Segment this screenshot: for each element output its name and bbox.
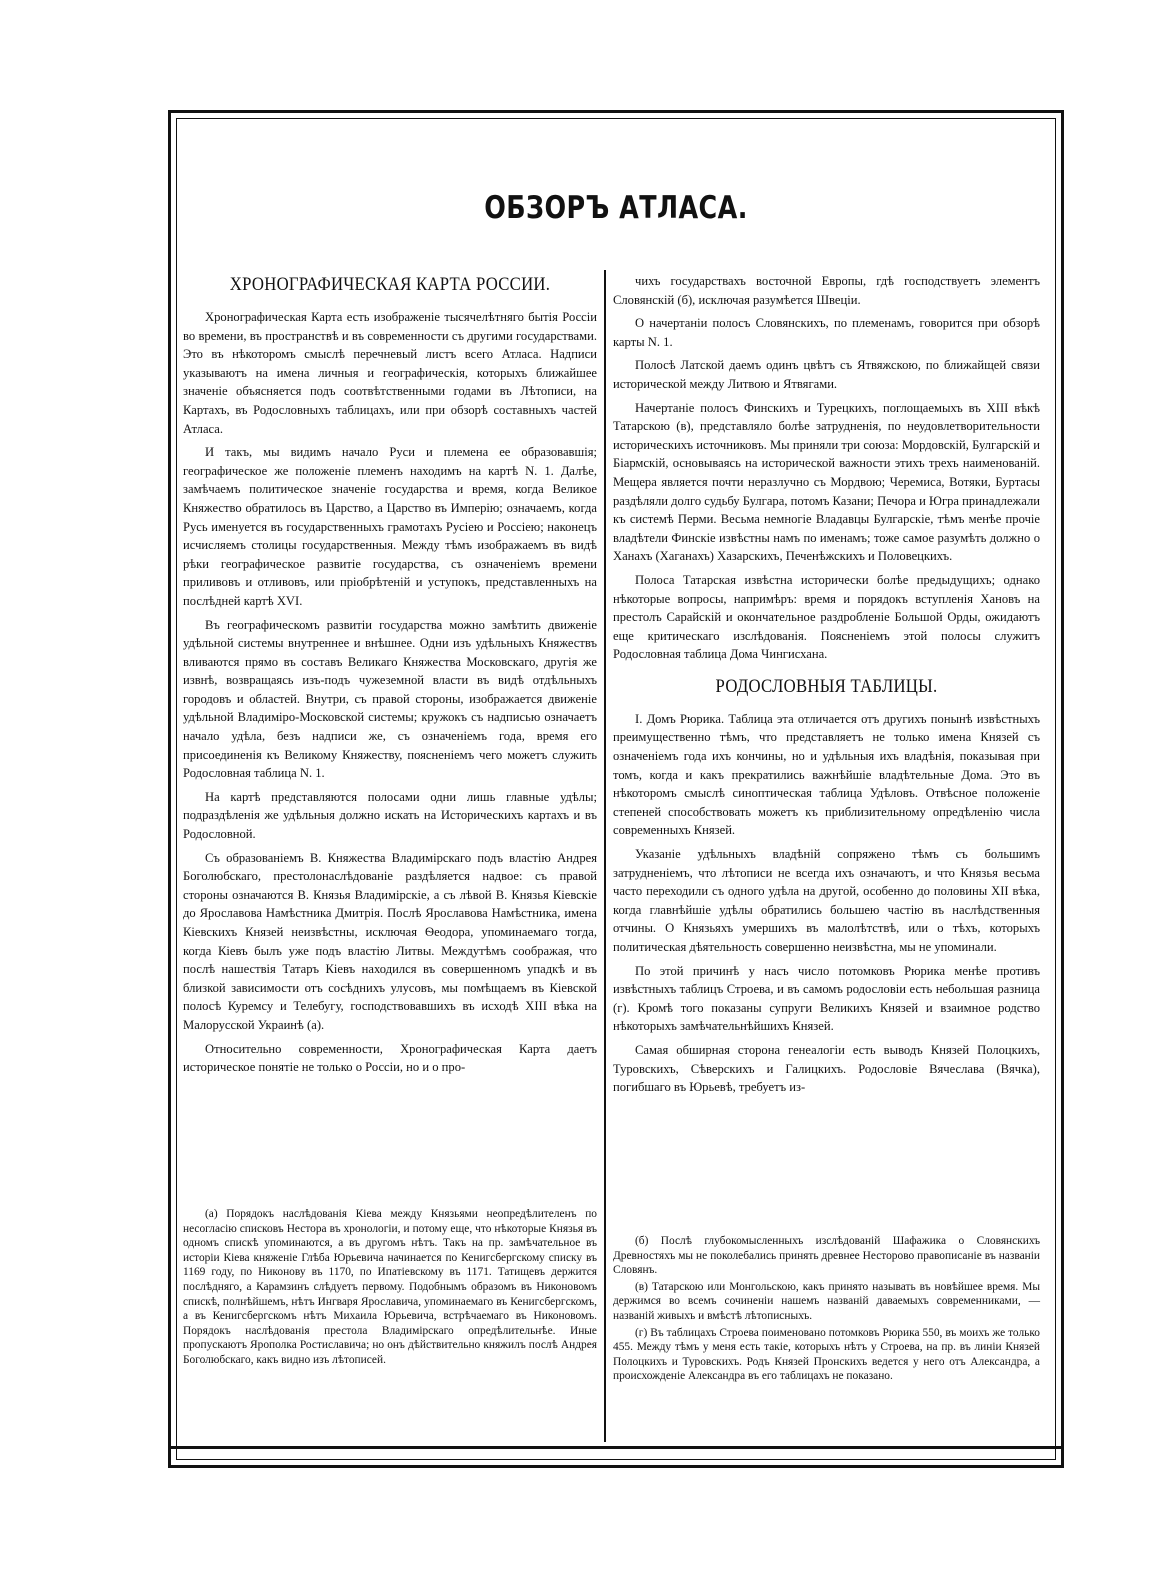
paragraph: чихъ государствахъ восточной Европы, гдѣ господствуетъ элементъ Словянскiй (б), исключая разумѣется Швецiи.	[613, 274, 1040, 307]
footnote: (б) Послѣ глубокомысленныхъ изслѣдованiй Шафажика о Словянскихъ Древностяхъ мы не поколебались принять древнее Несторово правописанiе въ названiи Словянъ.	[613, 1235, 1040, 1277]
page-title: ОБЗОРЪ АТЛАСА.	[484, 190, 748, 226]
right-column-heading: РОДОСЛОВНЫЯ ТАБЛИЦЫ.	[715, 675, 938, 697]
bottom-rule	[168, 1446, 1064, 1449]
footnote: (г) Въ таблицахъ Строева поименовано потомковъ Рюрика 550, въ моихъ же только 455. Между тѣмъ у меня есть такiе, которыхъ нѣтъ у Строева, на пр. въ линiи Князей Полоцкихъ и Туровскихъ. Родъ Князей Пронскихъ ведется у него отъ Александра, а происхожденiе Александра въ его таблицахъ не показано.	[613, 1326, 1040, 1383]
paragraph: Въ географическомъ развитiи государства можно замѣтить движенiе удѣльной системы внутреннее и внѣшнее. Одни изъ удѣльныхъ Княжествъ вливаются прямо въ составъ Великаго Княжества Московскаго, другiя же извнѣ, возвращаясь изъ-подъ чужеземной власти въ видѣ отдѣльныхъ городовъ и областей. Внутри, съ правой стороны, изображается движенiе удѣльной Владимiро-Московской системы; кружокъ съ надписью означаетъ начало удѣла, безъ надписи же, съ означенiемъ года, время его присоединенiя къ Великому Княжеству, поясненiемъ чего можетъ служить Родословная таблица N. 1.	[183, 617, 597, 781]
paragraph: По этой причинѣ у насъ число потомковъ Рюрика менѣе противъ извѣстныхъ таблицъ Строева, и въ самомъ родословiи есть небольшая разница (г). Кромѣ того показаны супруги Великихъ Князей и взаимное родство нѣкоторыхъ замѣчательнѣйшихъ Князей.	[613, 963, 1040, 1034]
left-column	[183, 272, 597, 1077]
right-footnotes	[613, 1234, 1040, 1386]
paragraph: Полосѣ Латской даемъ одинъ цвѣтъ съ Ятвяжскою, по ближайщей связи исторической между Литвою и Ятвягами.	[613, 358, 1040, 391]
right-column	[613, 272, 1040, 1097]
paragraph: Относительно современности, Хронографическая Карта даетъ историческое понятiе не только о Россiи, но и о про-	[183, 1041, 597, 1075]
paragraph: И такъ, мы видимъ начало Руси и племена ее образовавшiя; географическое же положенiе племенъ находимъ на картѣ N. 1. Далѣе, замѣчаемъ политическое значенiе государства и время, когда Великое Княжество обратилось въ Царство, а Царство въ Имперiю; означаемъ, когда Русь именуется въ государственныхъ грамотахъ Русiею и Россiею; наконецъ исчисляемъ столицы государственныя. Между тѣмъ изображаемъ въ видѣ рѣки географическое развитiе государства, съ означенiемъ времени приливовъ и отливовъ, или прiобрѣтенiй и уступокъ, представленныхъ на послѣдней картѣ XVI.	[183, 445, 597, 608]
paragraph: Полоса Татарская извѣстна исторически болѣе предыдущихъ; однако нѣкоторые вопросы, напримѣръ: время и порядокъ вступленiя Хановъ на престолъ Сарайскiй и окончательное раздробленiе Большой Орды, ожидаютъ еще критическаго изслѣдованiя. Поясненiемъ этой полосы служитъ Родословная таблица Дома Чингисхана.	[613, 572, 1040, 662]
left-column-heading: ХРОНОГРАФИЧЕСКАЯ КАРТА РОССИИ.	[229, 274, 551, 295]
paragraph: Хронографическая Карта есть изображенiе тысячелѣтняго бытiя Россiи во времени, въ пространствѣ и въ современности съ другими государствами. Это въ нѣкоторомъ смыслѣ перечневый листъ всего Атласа. Надписи указываютъ на имена личныя и географическiя, которыхъ ближайшее значенiе объясняется подъ соотвѣтственными годами въ Лѣтописи, на Картахъ, въ Родословныхъ таблицахъ, или при обзорѣ составныхъ частей Атласа.	[183, 310, 597, 436]
paragraph: Указанiе удѣльныхъ владѣнiй сопряжено тѣмъ съ большимъ затрудненiемъ, что лѣтописи не всегда ихъ означаютъ, и что Князья весьма часто переходили съ одного удѣла на другой, особенно до половины XII вѣка, когда главнѣйшiе удѣлы обратились большею частiю въ наслѣдственныя отчины. О Князьяхъ умершихъ въ малолѣтствѣ, или о тѣхъ, которыхъ политическая дѣятельность совершенно неизвѣстна, мы не упоминали.	[613, 847, 1040, 954]
left-footnotes	[183, 1207, 597, 1370]
footnote: (в) Татарскою или Монгольскою, какъ принято называть въ новѣйшее время. Мы держимся во всемъ сочиненiи нашемъ названiй даваемыхъ современниками, — названiй живыхъ и вмѣстѣ лѣтописныхъ.	[613, 1280, 1040, 1322]
paragraph: О начертанiи полосъ Словянскихъ, по племенамъ, говорится при обзорѣ карты N. 1.	[613, 316, 1040, 349]
paragraph: Самая обширная сторона генеалогiи есть выводъ Князей Полоцкихъ, Туровскихъ, Сѣверскихъ и Галицкихъ. Родословiе Вячеслава (Вячка), погибшаго въ Юрьевѣ, требуетъ из-	[613, 1042, 1040, 1095]
paragraph: Начертанiе полосъ Финскихъ и Турецкихъ, поглощаемыхъ въ XIII вѣкѣ Татарскою (в), представляло болѣе затрудненiя, по неудовлетворительности историческихъ источниковъ. Мы приняли три союза: Мордовскiй, Булгарскiй и Бiармскiй, основываясь на исторической важности этихъ трехъ наименованiй. Мещера является почти неразлучно съ Мордвою; Черемиса, Вотяки, Буртасы раздѣляли долго судьбу Булгара, потомъ Казани; Печора и Югра принадлежали къ системѣ Перми. Весьма немногiе Владавцы Булгарскiе, тѣмъ менѣе прочiе владѣтели Финскiе извѣстны намъ по именамъ; тоже самое разумѣть должно о Ханахъ (Хаганахъ) Хазарскихъ, Печенѣжскихъ и Половецкихъ.	[613, 400, 1040, 564]
paragraph: Съ образованiемъ В. Княжества Владимiрскаго подъ властiю Андрея Боголюбскаго, престолонаслѣдованiе раздѣляется надвое: съ правой стороны означаются В. Князья Владимiрскiе, а съ лѣвой В. Князья Кiевскiе до Ярославова Намѣстника Дмитрiя. Послѣ Ярославова Намѣстника, имена Кiевскихъ Князей неизвѣстны, исключая Ѳеодора, упоминаемаго тогда, когда Кiевъ былъ уже подъ властiю Литвы. Междутѣмъ соображая, что послѣ нашествiя Татаръ Кiевъ находился въ совершенномъ упадкѣ и въ близкой зависимости отъ сосѣднихъ улусовъ, мы помѣщаемъ въ Кiевской полосѣ Куремсу и Телебугу, господствовавшихъ въ исходѣ XIII вѣка на Малорусской Украинѣ (а).	[183, 850, 597, 1032]
paragraph: На картѣ представляются полосами одни лишь главные удѣлы; подраздѣленiя же удѣльныя должно искать на Историческихъ картахъ и въ Родословной.	[183, 789, 597, 842]
column-divider	[604, 270, 606, 1442]
footnote: (а) Порядокъ наслѣдованiя Кiева между Князьями неопредѣлителенъ по несогласiю списковъ Нестора въ хронологiи, и потому еще, что нѣкоторые Князья въ одномъ спискѣ упоминаются, а въ другомъ нѣтъ. Такъ на пр. замѣчательное въ исторiи Кiева княженiе Глѣба Юрьевича начинается по Кенигсбергскому списку въ 1169 году, по Никонову въ 1170, по Ипатiевскому въ 1171. Татищевъ держится послѣдняго, а Карамзинъ слѣдуетъ первому. Подобнымъ образомъ въ Никоновомъ спискѣ, полнѣйшемъ, нѣтъ Ингваря Ярославича, упоминаемаго въ Кенигсбергскомъ, а въ Кенигсбергскомъ нѣтъ Михаила Юрьевича, встрѣчаемаго въ Никоновомъ. Порядокъ наслѣдованiя престола Владимiрскаго опредѣлительнѣе. Иные пропускаютъ Ярополка Ростиславича; но онъ дѣйствительно княжилъ послѣ Андрея Боголюбскаго, какъ видно изъ лѣтописей.	[183, 1208, 597, 1366]
paragraph: I. Домъ Рюрика. Таблица эта отличается отъ другихъ понынѣ извѣстныхъ преимущественно тѣмъ, что представляетъ не только имена Князей съ означенiемъ года ихъ кончины, но и удѣльныя ихъ владѣнiя, показывая при томъ, когда и какъ прекратились важнѣйшiе владѣтельные Дома. Это въ нѣкоторомъ смыслѣ синоптическая таблица Удѣловъ. Отвѣсное положенiе степеней способствовать можетъ къ приблизительному опредѣленiю числа современныхъ Князей.	[613, 711, 1040, 838]
